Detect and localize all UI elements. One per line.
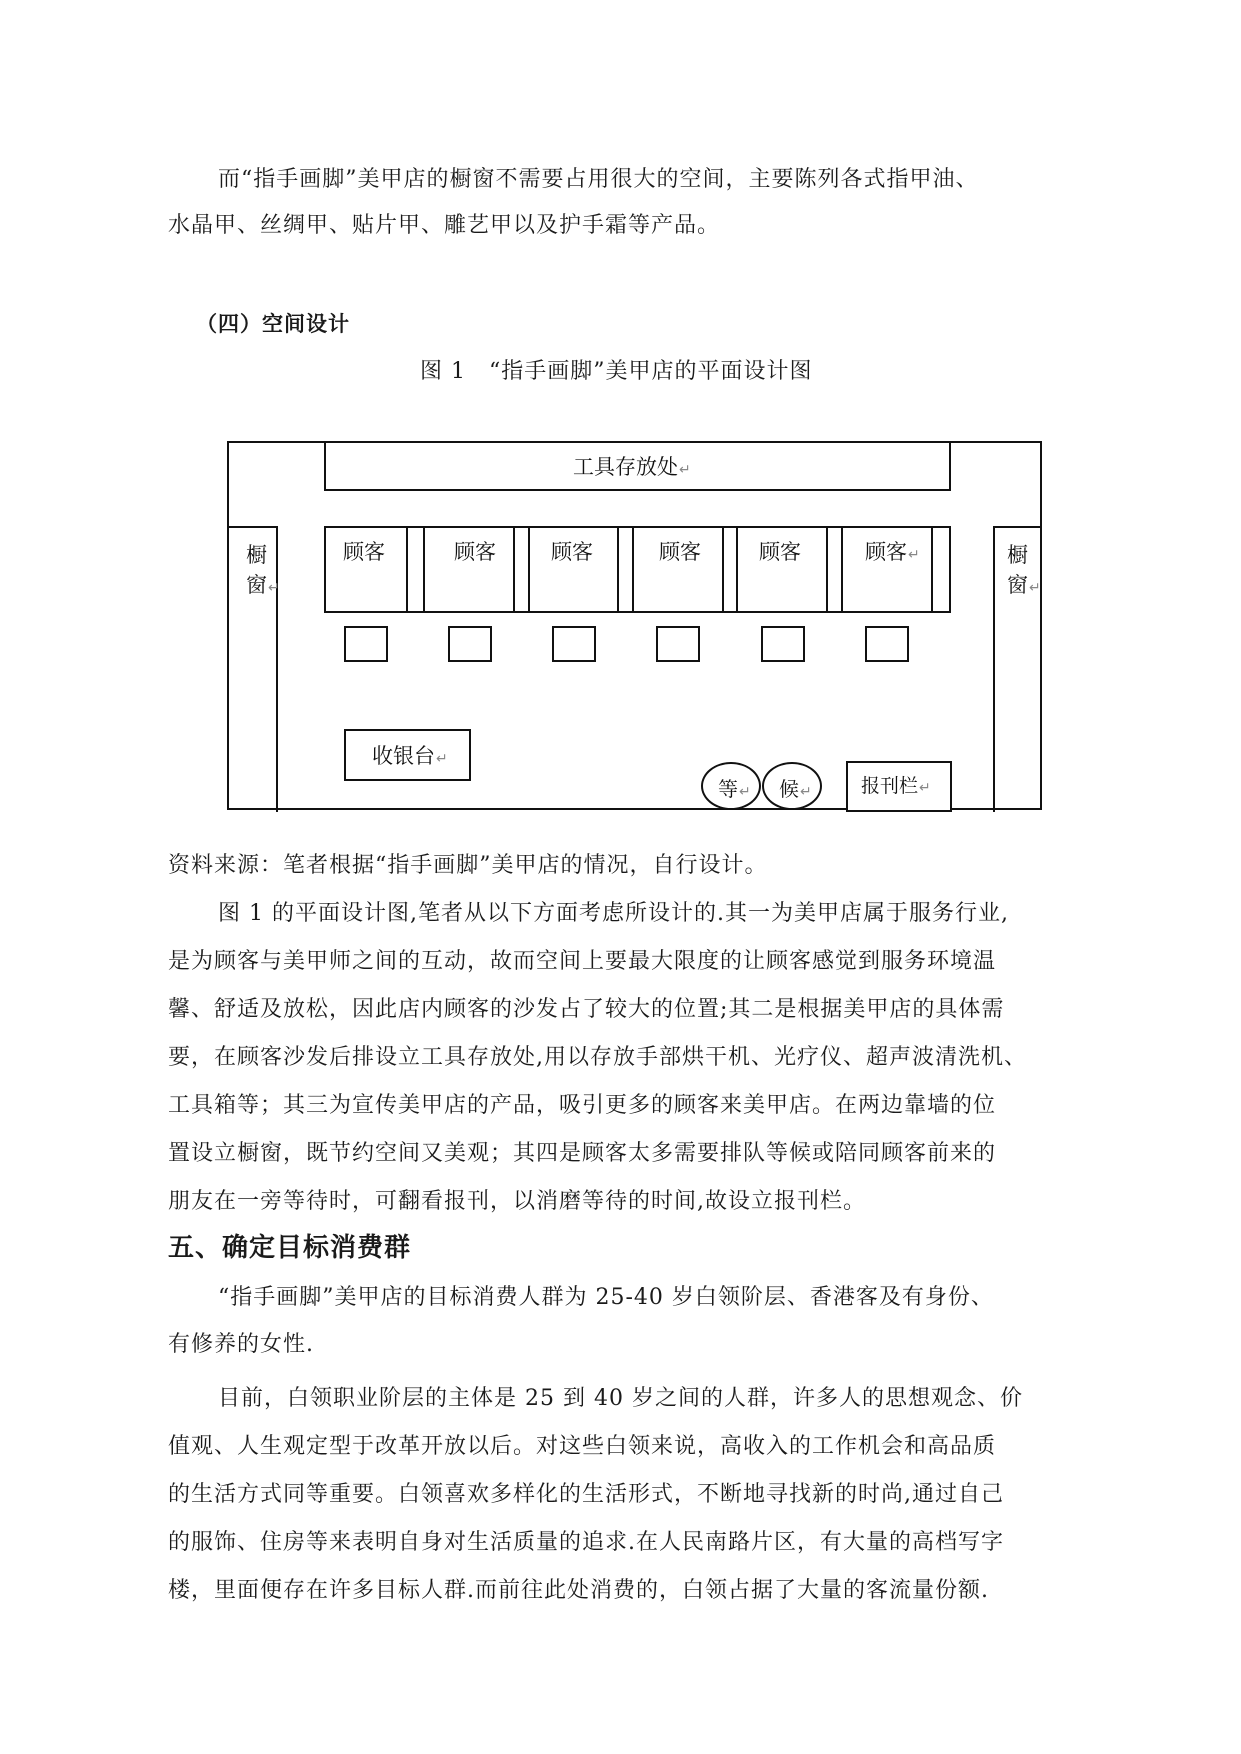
stool [656, 626, 700, 662]
divider [722, 526, 724, 613]
right-window-top [993, 526, 1042, 528]
paragraph-line: 而“指手画脚”美甲店的橱窗不需要占用很大的空间，主要陈列各式指甲油、 [218, 167, 979, 192]
source-note: 资料来源：笔者根据“指手画脚”美甲店的情况，自行设计。 [168, 853, 768, 878]
divider [423, 526, 425, 613]
customer-label: 顾客 [343, 540, 385, 564]
section-heading: （四）空间设计 [196, 312, 350, 336]
section-heading: 五、确定目标消费群 [168, 1233, 412, 1263]
paragraph-line: 的服饰、住房等来表明自身对生活质量的追求.在人民南路片区，有大量的高档写字 [168, 1530, 1004, 1555]
paragraph-line: 要，在顾客沙发后排设立工具存放处,用以存放手部烘干机、光疗仪、超声波清洗机、 [168, 1045, 1027, 1070]
customer-label: 顾客 [454, 540, 496, 564]
customer-label: 顾客 [659, 540, 701, 564]
stool [344, 626, 388, 662]
paragraph-line: 值观、人生观定型于改革开放以后。对这些白领来说，高收入的工作机会和高品质 [168, 1434, 997, 1459]
paragraph-line: 水晶甲、丝绸甲、贴片甲、雕艺甲以及护手霜等产品。 [168, 213, 721, 238]
tool-storage-label: 工具存放处↵ [573, 455, 691, 479]
waiting-seat-label: 等↵ [718, 777, 751, 801]
waiting-seat-label: 候↵ [779, 777, 812, 801]
stool [552, 626, 596, 662]
right-window-label: 橱 [1007, 543, 1028, 567]
divider [528, 526, 530, 613]
divider [931, 526, 933, 613]
paragraph-line: 的生活方式同等重要。白领喜欢多样化的生活形式，不断地寻找新的时尚,通过自己 [168, 1482, 1004, 1507]
right-window-wall [993, 526, 995, 812]
customer-label: 顾客 [551, 540, 593, 564]
figure-caption: 图 1 “指手画脚”美甲店的平面设计图 [420, 359, 813, 384]
left-window-label: 橱 [246, 543, 267, 567]
left-window-label: 窗↵ [246, 573, 280, 597]
paragraph-line: 是为顾客与美甲师之间的互动，故而空间上要最大限度的让顾客感觉到服务环境温 [168, 949, 997, 974]
paragraph-line: 馨、舒适及放松，因此店内顾客的沙发占了较大的位置;其二是根据美甲店的具体需 [168, 997, 1005, 1022]
paragraph-line: 朋友在一旁等待时，可翻看报刊，以消磨等待的时间,故设立报刊栏。 [168, 1189, 866, 1214]
divider [841, 526, 843, 613]
divider [736, 526, 738, 613]
paragraph-line: 图 1 的平面设计图,笔者从以下方面考虑所设计的.其一为美甲店属于服务行业, [218, 901, 1009, 926]
paragraph-line: 目前，白领职业阶层的主体是 25 到 40 岁之间的人群，许多人的思想观念、价 [218, 1386, 1023, 1411]
floor-plan-diagram [227, 441, 1042, 810]
divider [406, 526, 408, 613]
divider [617, 526, 619, 613]
right-window-label: 窗↵ [1007, 573, 1041, 597]
customer-label: 顾客 [759, 540, 801, 564]
customer-sofa-row [324, 526, 951, 613]
stool [761, 626, 805, 662]
divider [632, 526, 634, 613]
paragraph-line: 置设立橱窗，既节约空间又美观；其四是顾客太多需要排队等候或陪同顾客前来的 [168, 1141, 997, 1166]
paragraph-line: 楼，里面便存在许多目标人群.而前往此处消费的，白领占据了大量的客流量份额. [168, 1578, 989, 1603]
paragraph-line: 工具箱等；其三为宣传美甲店的产品，吸引更多的顾客来美甲店。在两边靠墙的位 [168, 1093, 997, 1118]
paragraph-line: “指手画脚”美甲店的目标消费人群为 25-40 岁白领阶层、香港客及有身份、 [218, 1285, 994, 1310]
stool [448, 626, 492, 662]
divider [513, 526, 515, 613]
divider [826, 526, 828, 613]
paragraph-line: 有修养的女性. [168, 1332, 314, 1357]
stool [865, 626, 909, 662]
customer-label: 顾客↵ [865, 540, 920, 564]
cashier-label: 收银台↵ [372, 744, 448, 768]
left-window-top [229, 526, 277, 528]
newspaper-rack-label: 报刊栏↵ [861, 775, 931, 797]
